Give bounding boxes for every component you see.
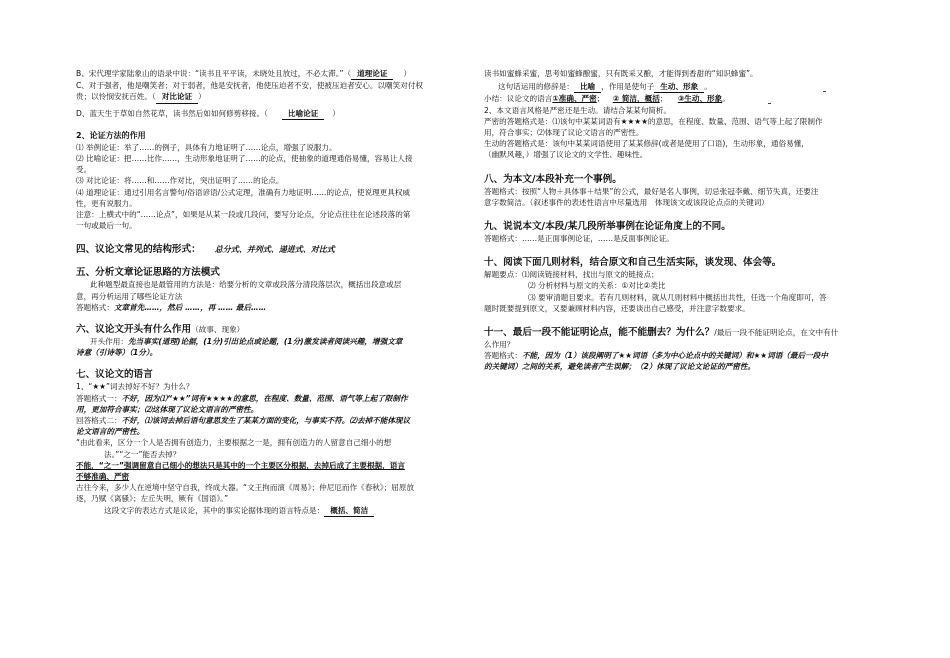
section-heading: 十、阅读下面几则材料，结合原文和自己生活实际，谈发现、体会等。	[484, 257, 782, 269]
answer-format: 严密的答题格式是：⑴该句中某某词语有★★★★的意思，在程度、数量、范围、语气等上起了限制作	[484, 116, 823, 126]
answer-format: 回答格式二：不好，⑴该词去掉后语句意思发生了某某方面的变化，与事实不符。⑵去掉不能体现议	[76, 416, 411, 426]
section-heading: 四、议论文常见的结构形式： 总分式、并列式、递进式、对比式	[76, 244, 335, 256]
paragraph-line: 题时既要提到原文，又要兼顾材料内容，还要谈出自己感受，并注意字数要求。	[484, 303, 750, 313]
paragraph-line: ⑵ 分析材料与原文的关系：①对比②类比	[528, 281, 666, 291]
answer-blank: 概括、简洁	[324, 505, 374, 517]
answer-blank: 对比论证	[156, 91, 198, 103]
answer-format: 论文语言的严密性。	[76, 427, 145, 437]
example-line: 法。”“之一”能否去掉？	[104, 449, 181, 459]
answer-format: 用，符合事实；⑵体现了议论文语言的严密性。	[484, 128, 644, 138]
section-heading: 八、为本文/本段补充一个事例。	[484, 173, 622, 185]
paragraph-line: ⑶ 要审清题目要求。若有几则材料，就从几则材料中概括出共性，任选一个角度即可，答	[528, 292, 827, 302]
method-line: ⑴ 举例论证：举了……的例子，具体有力地证明了……论点，增强了说服力。	[76, 142, 337, 152]
summary-line: 小结：议论文的语言①准确、严密； ② 简洁，概括； ③生动、形象。	[484, 94, 730, 104]
section-heading: 九、说说本文/本段/某几段所举事例在论证角度上的不同。	[484, 221, 731, 233]
method-line: ⑵ 比喻论证：把……比作……，生动形象地证明了……的论点，使抽象的道理通俗易懂，容易让人接	[76, 154, 413, 164]
paragraph-line: 么作用？	[484, 340, 515, 350]
paragraph-line: 意字数简洁。（叙述事件的表述性语言中尽量选用 体现该文或该段论点点的关键词）	[484, 197, 769, 207]
section-heading: 2、论证方法的作用	[76, 130, 146, 140]
example-line: 读书如蜜蜂采蜜，思考如蜜蜂酿蜜，只有既采又酿，才能得到香甜的“知识蜂蜜”。	[484, 69, 758, 78]
example-line: 这段文字的表达方式是议论，其中的事实论据体现的语言特点是： 概括、简洁	[76, 505, 472, 517]
example-c-line: C、对于强者，他是嘲笑者；对于弱者，他是安抚者，他使压迫者不安，使被压迫者安心。以嘲笑对付权	[76, 81, 424, 91]
answer-blank: 道理论证	[351, 68, 393, 80]
answer-blank: 比喻	[574, 81, 601, 93]
method-line: 受。	[76, 165, 92, 175]
section-heading: 六、议论文开头有什么作用（故事、现象）	[76, 324, 245, 336]
left-column	[76, 68, 472, 517]
paragraph-line: 诗意（引诗等）（1分）。	[76, 348, 158, 358]
stray-mark	[823, 91, 826, 92]
answer-format: 生动的答题格式是：该句中某某词语使用了某某修辞(或者是使用了口语)，生动形象，通俗易懂，	[484, 139, 809, 149]
section-heading: 十一、最后一段不能证明论点，能不能删去？为什么？/最后一段不能证明论点，在文中有什	[484, 327, 839, 339]
paragraph-line: 开头作用：先当事实(道理)论据，(1分)引出论点或论题，(1分)激发读者阅读兴趣，增强文章	[90, 337, 403, 347]
rhetoric-line: 这句话运用的修辞是： 比喻 ，作用是使句子 生动、形象 。	[484, 81, 884, 93]
example-line: “由此看来，区分一个人是否拥有创造力，主要根据之一是，拥有创造力的人留意自己细小的想	[76, 438, 392, 448]
answer-line: 不够准确、严密	[76, 472, 130, 482]
answer-format: 答题格式：不能，因为（1）该段阐明了★★词语（多为中心论点中的关键词）和★★词语（最后一段中	[484, 351, 828, 361]
example-d-line: D、蓝天生于草如自然花草，读书然后如如何修剪移接。（ 比喻论证 ）	[76, 108, 472, 120]
paragraph-line: 答题格式：按照“人物＋具体事＋结果”的公式，最好是名人事例，切忌张冠李戴、细节失真，还要注	[484, 186, 819, 196]
example-line: 古往今来，多少人在逆境中坚守自我，终成大器。“文王拘而演《周易》；仲尼厄而作《春秋》；屈原放	[76, 483, 415, 493]
section-heading: 七、议论文的语言	[76, 369, 153, 381]
paragraph-line: 此种题型最直接也是最管用的方法是：给要分析的文章或段落分清段落层次，概括出段意或层	[90, 280, 402, 290]
answer-format: 用，更加符合事实；⑵这体现了议论文语言的严密性。	[76, 404, 259, 414]
note-line: 一句或最后一句。	[76, 221, 137, 231]
section-heading: 五、分析文章论证思路的方法模式	[76, 267, 220, 279]
paragraph-line: 解题要点：⑴阅读链接材料，找出与原文的链接点；	[484, 270, 659, 280]
answer-format: 答题格式：文章首先……，然后 ……，再 …… 最后……	[76, 302, 267, 312]
answer-blank: 比喻论证	[282, 108, 324, 120]
method-line: 性，更有说服力。	[76, 198, 137, 208]
stray-mark	[768, 103, 771, 104]
paragraph-line: 答题格式：……是正面事例论证，……是反面事例论证。	[484, 234, 674, 244]
right-column	[484, 68, 884, 373]
method-line: ⑶ 对比论证：将……和……作对比，突出证明了……的论点。	[76, 176, 284, 186]
note-line: 注意：上横式中的“……论点”，如果是从某一段或几段问，要写分论点，分论点往往在论述段落的第	[76, 210, 411, 220]
answer-line: 不能，“之一”强调留意自己细小的想法只是其中的一个主要区分根据，去掉后成了主要根据，语言	[76, 460, 405, 470]
method-line: ⑷ 道理论证：通过引用名言警句/俗语谚语/公式定理，准确有力地证明……的论点，使说理更具权威	[76, 187, 411, 197]
question-line: 1、“★★”词去掉好不好？为什么？	[76, 382, 194, 392]
answer-blank: 生动、形象	[654, 81, 704, 93]
answer-format: （幽默风趣，）增强了议论文的文学性、趣味性。	[484, 150, 648, 160]
example-b-line: B、宋代理学家陆象山的语录中说：“读书且平平读，未晓处且放过，不必太滞。”（ 道理论证 ）	[76, 68, 472, 80]
answer-format: 答题格式一：不好，因为⑴“★★”词有★★★★的意思，在程度、数量、范围、语气等上起了限制作	[76, 393, 408, 403]
example-c-line-cont: 贵；以怜悯安抚百姓。（ 对比论证 ）	[76, 91, 472, 103]
answer-format: 的关键词）之间的关系，避免读者产生误解；（2）体现了议论文论证的严密性。	[484, 362, 756, 372]
example-line: 逐，乃赋《离骚》；左丘失明，厥有《国语》。”	[76, 494, 229, 504]
question-line: 2、本文语言风格是严密还是生动。请结合某某句简析。	[484, 105, 672, 115]
paragraph-line: 意，再分析运用了哪些论证方法	[76, 291, 183, 301]
